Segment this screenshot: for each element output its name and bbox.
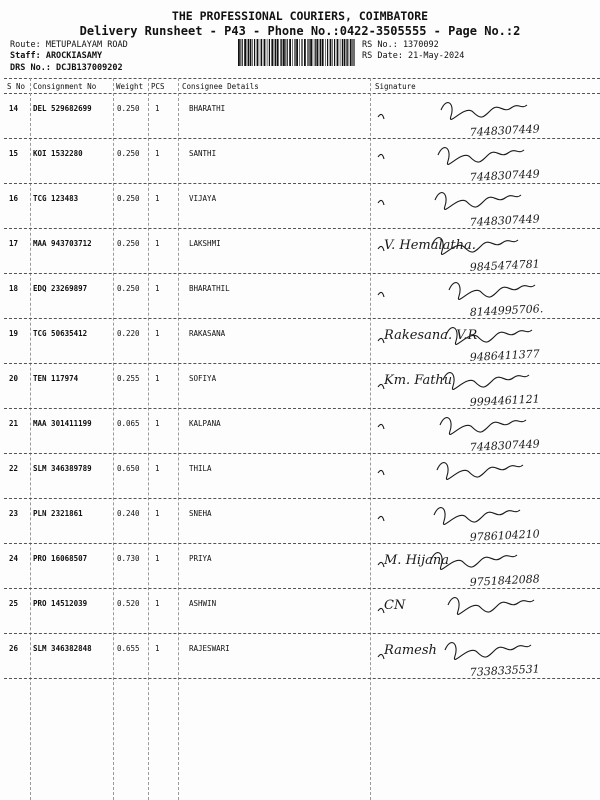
weight-value: 0.250: [117, 239, 140, 248]
signature-phone: 7338335531: [469, 662, 541, 679]
consignment-number: TCG 50635412: [33, 329, 88, 338]
barcode-bar: [250, 39, 252, 66]
signature-phone: 7448307449: [469, 122, 541, 139]
signature-phone: 9994461121: [469, 392, 541, 409]
signature-name: Ramesh: [384, 643, 437, 658]
pcs-value: 1: [155, 509, 160, 518]
barcode-bar: [320, 39, 321, 66]
rs-number: RS No.: 1370092: [362, 40, 439, 50]
consignee-name: ASHWIN: [189, 599, 217, 608]
consignee-name: THILA: [189, 464, 212, 473]
consignment-number: TEN 117974: [33, 374, 79, 383]
barcode-bar: [307, 39, 308, 66]
consignment-number: PLN 2321861: [33, 509, 83, 518]
signature-phone: 9486411377: [469, 347, 541, 364]
column-header-signature: Signature: [375, 82, 416, 91]
barcode-bar: [316, 39, 318, 66]
pcs-value: 1: [155, 329, 160, 338]
serial-number: 23: [9, 509, 19, 518]
consignment-number: MAA 301411199: [33, 419, 92, 428]
barcode-bar: [322, 39, 324, 66]
column-header-consignment: Consignment No: [33, 82, 97, 91]
signature-name: Rakesana. V.R: [384, 328, 478, 343]
serial-number: 21: [9, 419, 19, 428]
barcode-bar: [319, 39, 320, 66]
pcs-value: 1: [155, 464, 160, 473]
barcode-bar: [344, 39, 346, 66]
pcs-value: 1: [155, 284, 160, 293]
barcode-bar: [332, 39, 333, 66]
serial-number: 22: [9, 464, 19, 473]
serial-number: 17: [9, 239, 19, 248]
signature-phone: 9786104210: [469, 527, 541, 544]
pcs-value: 1: [155, 644, 160, 653]
signature-area: [370, 90, 600, 139]
signature-name: M. Hijana: [384, 553, 449, 568]
signature-area: [370, 360, 600, 409]
barcode-bar: [325, 39, 326, 66]
signature-scribble: [378, 148, 524, 165]
consignment-number: PRO 14512039: [33, 599, 88, 608]
consignee-name: RAJESWARI: [189, 644, 230, 653]
consignee-name: LAKSHMI: [189, 239, 221, 248]
barcode-bar: [275, 39, 276, 66]
weight-value: 0.250: [117, 149, 140, 158]
weight-value: 0.250: [117, 284, 140, 293]
consignee-name: SOFIYA: [189, 374, 217, 383]
barcode-bar: [353, 39, 354, 66]
barcode-bar: [257, 39, 259, 66]
consignment-number: MAA 943703712: [33, 239, 92, 248]
serial-number: 14: [9, 104, 19, 113]
barcode-bar: [308, 39, 309, 66]
barcode-bar: [247, 39, 248, 66]
serial-number: 15: [9, 149, 19, 158]
consignment-number: DEL 529682699: [33, 104, 92, 113]
signature-area: [370, 315, 600, 364]
barcode-bar: [244, 39, 246, 66]
signature-area: [370, 540, 600, 589]
serial-number: 25: [9, 599, 19, 608]
barcode-bar: [281, 39, 282, 66]
column-header-pcs: PCS: [151, 82, 165, 91]
signature-phone: 7448307449: [469, 212, 541, 229]
column-header-consignee: Consignee Details: [182, 82, 259, 91]
consignment-number: SLM 346389789: [33, 464, 92, 473]
barcode-bar: [254, 39, 255, 66]
signature-scribble: [378, 508, 520, 525]
signature-scribble: [378, 463, 523, 480]
consignee-name: KALPANA: [189, 419, 221, 428]
barcode-bar: [238, 39, 240, 66]
weight-value: 0.065: [117, 419, 140, 428]
consignment-number: SLM 346382848: [33, 644, 92, 653]
weight-value: 0.240: [117, 509, 140, 518]
route-label: Route: METUPALAYAM ROAD: [10, 40, 128, 50]
weight-value: 0.250: [117, 194, 140, 203]
barcode-bar: [330, 39, 332, 66]
serial-number: 20: [9, 374, 19, 383]
barcode-bar: [271, 39, 273, 66]
barcode-bar: [240, 39, 241, 66]
barcode-image: [238, 39, 355, 66]
barcode-bar: [337, 39, 339, 66]
signature-name: Km. Fathu: [384, 373, 453, 388]
column-header-weight: Weight: [116, 82, 144, 91]
signature-name: CN: [384, 598, 406, 613]
signature-scribble: [378, 193, 521, 210]
barcode-bar: [346, 39, 347, 66]
barcode-bar: [327, 39, 328, 66]
consignment-number: PRO 16068507: [33, 554, 88, 563]
serial-number: 19: [9, 329, 19, 338]
barcode-bar: [304, 39, 306, 66]
signature-area: [370, 630, 600, 679]
barcode-bar: [292, 39, 293, 66]
consignment-number: KOI 1532280: [33, 149, 83, 158]
weight-value: 0.520: [117, 599, 140, 608]
barcode-bar: [313, 39, 314, 66]
consignee-name: BHARATHIL: [189, 284, 230, 293]
consignee-name: RAKASANA: [189, 329, 226, 338]
signature-scribble: [378, 418, 526, 435]
barcode-bar: [260, 39, 261, 66]
barcode-bar: [277, 39, 279, 66]
consignee-name: SANTHI: [189, 149, 217, 158]
consignee-name: SNEHA: [189, 509, 212, 518]
weight-value: 0.255: [117, 374, 140, 383]
signature-scribble: [378, 103, 527, 120]
signature-area: [370, 135, 600, 184]
consignment-number: TCG 123483: [33, 194, 79, 203]
barcode-bar: [269, 39, 270, 66]
signature-phone: 7448307449: [469, 167, 541, 184]
serial-number: 16: [9, 194, 19, 203]
barcode-bar: [248, 39, 249, 66]
weight-value: 0.655: [117, 644, 140, 653]
pcs-value: 1: [155, 599, 160, 608]
pcs-value: 1: [155, 104, 160, 113]
barcode-bar: [287, 39, 288, 66]
barcode-bar: [310, 39, 312, 66]
consignee-name: PRIYA: [189, 554, 212, 563]
signature-area: [370, 585, 600, 627]
barcode-bar: [261, 39, 262, 66]
barcode-bar: [283, 39, 285, 66]
column-header-sno: S No: [7, 82, 26, 91]
row-separator: [4, 678, 600, 679]
barcode-bar: [350, 39, 352, 66]
barcode-bar: [280, 39, 281, 66]
pcs-value: 1: [155, 149, 160, 158]
signature-scribble: [378, 283, 535, 300]
signature-area: [370, 495, 600, 544]
signature-phone: 9751842088: [469, 572, 541, 589]
signature-phone: 9845474781: [469, 257, 541, 274]
staff-label: Staff: AROCKIASAMY: [10, 51, 103, 61]
barcode-bar: [274, 39, 275, 66]
barcode-bar: [264, 39, 266, 66]
pcs-value: 1: [155, 239, 160, 248]
consignee-name: VIJAYA: [189, 194, 217, 203]
serial-number: 18: [9, 284, 19, 293]
signature-area: [370, 180, 600, 229]
signature-area: [370, 405, 600, 454]
barcode-bar: [299, 39, 300, 66]
weight-value: 0.650: [117, 464, 140, 473]
weight-value: 0.250: [117, 104, 140, 113]
drs-label: DRS No.: DCJB137009202: [10, 63, 123, 73]
pcs-value: 1: [155, 374, 160, 383]
barcode-bar: [267, 39, 268, 66]
consignment-number: EDQ 23269897: [33, 284, 88, 293]
header-rule-top: [4, 78, 600, 79]
pcs-value: 1: [155, 419, 160, 428]
weight-value: 0.730: [117, 554, 140, 563]
barcode-bar: [252, 39, 253, 66]
barcode-bar: [289, 39, 291, 66]
signature-area: [370, 270, 600, 319]
barcode-bar: [285, 39, 286, 66]
company-title: THE PROFESSIONAL COURIERS, COIMBATORE: [171, 9, 429, 23]
barcode-bar: [340, 39, 341, 66]
weight-value: 0.220: [117, 329, 140, 338]
barcode-bar: [334, 39, 335, 66]
barcode-bar: [352, 39, 353, 66]
signature-area: [370, 450, 600, 492]
serial-number: 26: [9, 644, 19, 653]
signature-phone: 8144995706.: [469, 302, 544, 319]
pcs-value: 1: [155, 554, 160, 563]
consignee-name: BHARATHI: [189, 104, 226, 113]
pcs-value: 1: [155, 194, 160, 203]
barcode-bar: [294, 39, 295, 66]
barcode-bar: [347, 39, 348, 66]
signature-name: V. Hemalatha.: [384, 238, 476, 253]
barcode-bar: [296, 39, 298, 66]
barcode-bar: [315, 39, 316, 66]
barcode-bar: [301, 39, 302, 66]
signature-area: [370, 225, 600, 274]
runsheet-subtitle: Delivery Runsheet - P43 - Phone No.:0422-3505555 - Page No.:2: [79, 24, 521, 38]
serial-number: 24: [9, 554, 19, 563]
rs-date: RS Date: 21-May-2024: [362, 51, 465, 61]
table-row: [0, 644, 600, 686]
barcode-bar: [242, 39, 243, 66]
barcode-bar: [342, 39, 343, 66]
signature-phone: 7448307449: [469, 437, 541, 454]
